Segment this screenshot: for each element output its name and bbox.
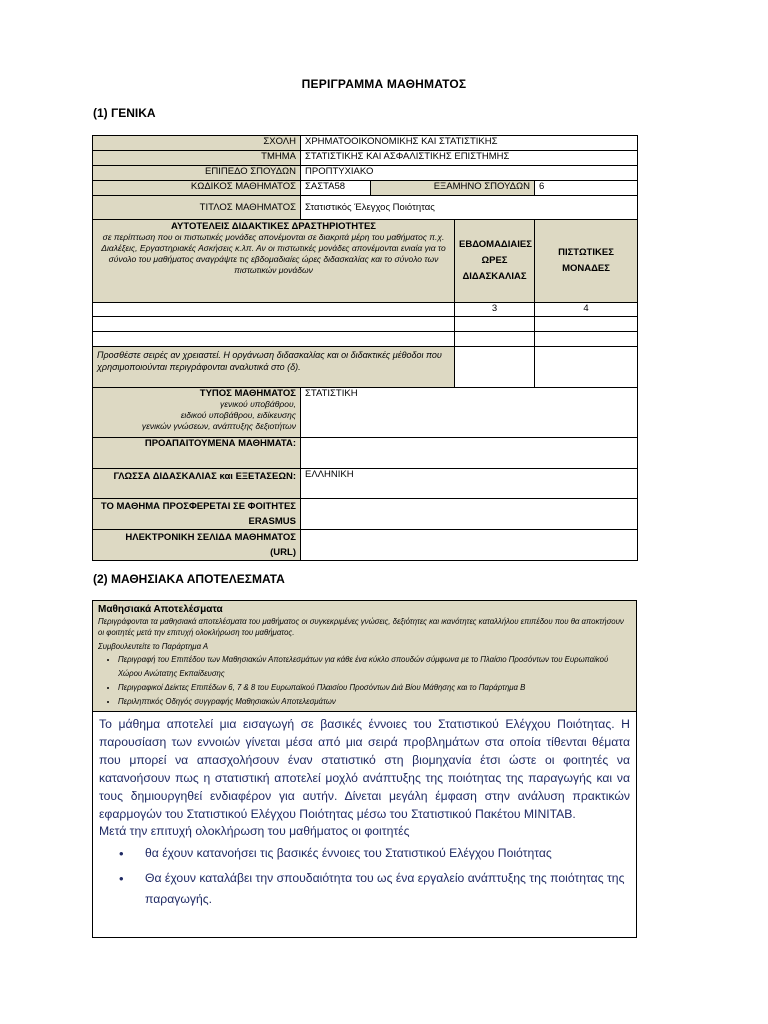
level-value: ΠΡΟΠΤΥΧΙΑΚΟ xyxy=(301,166,638,181)
learning-outcomes-consult: Συμβουλευτείτε το Παράρτημα Α xyxy=(98,642,209,651)
activity-name-cell xyxy=(93,303,455,317)
activity-row-1 xyxy=(93,303,638,317)
weekly-hours-cell xyxy=(455,347,535,388)
level-row xyxy=(93,166,638,181)
bullet-icon: • xyxy=(119,846,124,861)
section-heading-outcomes: (2) ΜΑΘΗΣΙΑΚΑ ΑΠΟΤΕΛΕΣΜΑΤΑ xyxy=(93,572,285,586)
language-value: ΕΛΛΗΝΙΚΗ xyxy=(301,469,638,499)
credits-cell xyxy=(535,347,638,388)
erasmus-value xyxy=(301,499,638,530)
course-type-sub2: ειδικού υποβάθρου, ειδίκευσης xyxy=(180,410,296,420)
credits-cell xyxy=(535,332,638,347)
course-title-row xyxy=(93,196,638,220)
outcome-text: Θα έχουν καταλάβει την σπουδαιότητα του ως ένα εργαλείο ανάπτυξης της ποιότητας της παραγωγής. xyxy=(145,871,625,906)
learning-outcomes-description: Περιγράφονται τα μαθησιακά αποτελέσματα του μαθήματος οι συγκεκριμένες γνώσεις, δεξιότητες και ικανότητες καταλλήλου επιπέδου που θα αποκτήσουν οι φοιτητές μετά την επιτυχή ολοκλήρωση του μαθήματος. xyxy=(98,617,624,637)
semester-value: 6 xyxy=(535,181,638,196)
credits-heading: ΠΙΣΤΩΤΙΚΕΣ ΜΟΝΑΔΕΣ xyxy=(535,220,638,303)
course-type-row xyxy=(93,388,638,438)
activity-row-3 xyxy=(93,332,638,347)
activity-row-2 xyxy=(93,317,638,332)
outcome-item xyxy=(119,843,630,864)
language-row xyxy=(93,469,638,499)
add-rows-note: Προσθέστε σειρές αν χρειαστεί. Η οργάνωση διδασκαλίας και οι διδακτικές μέθοδοι που χρησιμοποιούνται περιγράφονται αναλυτικά στο (δ). xyxy=(93,347,455,388)
course-code-value: ΣΑΣΤΑ58 xyxy=(301,181,371,196)
activity-name-cell xyxy=(93,317,455,332)
department-row xyxy=(93,151,638,166)
course-type-value: ΣΤΑΤΙΣΤΙΚΗ xyxy=(301,388,638,438)
school-row xyxy=(93,136,638,151)
activities-heading: ΑΥΤΟΤΕΛΕΙΣ ΔΙΔΑΚΤΙΚΕΣ ΔΡΑΣΤΗΡΙΟΤΗΤΕΣ xyxy=(171,221,376,232)
learning-outcomes-box xyxy=(92,600,637,938)
bullet-icon: • xyxy=(119,871,124,886)
guidance-list xyxy=(98,653,631,709)
school-label: ΣΧΟΛΗ xyxy=(93,136,301,151)
guidance-item: • Περιληπτικός Οδηγός συγγραφής Μαθησιακών Αποτελεσμάτων xyxy=(118,695,631,709)
guidance-item: • Περιγραφικοί Δείκτες Επιπέδων 6, 7 & 8 του Ευρωπαϊκού Πλαισίου Προσόντων Διά Βίου Μάθησης και το Παράρτημα Β xyxy=(118,681,631,695)
department-label: ΤΜΗΜΑ xyxy=(93,151,301,166)
outcome-item xyxy=(119,868,630,910)
erasmus-label: ΤΟ ΜΑΘΗΜΑ ΠΡΟΣΦΕΡΕΤΑΙ ΣΕ ΦΟΙΤΗΤΕΣ ERASMUS xyxy=(93,499,301,530)
url-row xyxy=(93,530,638,561)
semester-label: ΕΞΑΜΗΝΟ ΣΠΟΥΔΩΝ xyxy=(371,181,535,196)
url-value xyxy=(301,530,638,561)
course-type-label-cell xyxy=(93,388,301,438)
department-value: ΣΤΑΤΙΣΤΙΚΗΣ ΚΑΙ ΑΣΦΑΛΙΣΤΙΚΗΣ ΕΠΙΣΤΗΜΗΣ xyxy=(301,151,638,166)
course-title-label: ΤΙΤΛΟΣ ΜΑΘΗΜΑΤΟΣ xyxy=(93,196,301,220)
prerequisites-label: ΠΡΟΑΠΑΙΤΟΥΜΕΝΑ ΜΑΘΗΜΑΤΑ: xyxy=(93,438,301,469)
activities-note: σε περίπτωση που οι πιστωτικές μονάδες απονέμονται σε διακριτά μέρη του μαθήματος π.χ. Διαλέξεις, Εργαστηριακές Ασκήσεις κ.λπ. Αν οι πιστωτικές μονάδες απονέμονται ενιαία για το σύνολο του μαθήματος αναγράψτε τις εβδομαδιαίες ώρες διδασκαλίας και το σύνολο των πιστωτικών μονάδων xyxy=(101,232,446,275)
activities-header-row xyxy=(93,220,638,303)
learning-outcomes-title: Μαθησιακά Αποτελέσματα xyxy=(98,604,223,615)
course-code-label: ΚΩΔΙΚΟΣ ΜΑΘΗΜΑΤΟΣ xyxy=(93,181,301,196)
general-info-table xyxy=(92,135,638,561)
level-label: ΕΠΙΠΕΔΟ ΣΠΟΥΔΩΝ xyxy=(93,166,301,181)
outcomes-list xyxy=(99,843,630,910)
prerequisites-row xyxy=(93,438,638,469)
weekly-hours-cell xyxy=(455,317,535,332)
credits-cell xyxy=(535,317,638,332)
credits-value: 4 xyxy=(535,303,638,317)
course-type-sub1: γενικού υποβάθρου, xyxy=(220,399,296,409)
erasmus-row xyxy=(93,499,638,530)
activities-header-cell xyxy=(93,220,455,303)
language-label: ΓΛΩΣΣΑ ΔΙΔΑΣΚΑΛΙΑΣ και ΕΞΕΤΑΣΕΩΝ: xyxy=(93,469,301,499)
section-heading-general: (1) ΓΕΝΙΚΑ xyxy=(93,106,156,120)
outcome-text: θα έχουν κατανοήσει τις βασικές έννοιες του Στατιστικού Ελέγχου Ποιότητας xyxy=(145,846,552,860)
page-title: ΠΕΡΙΓΡΑΜΜΑ ΜΑΘΗΜΑΤΟΣ xyxy=(301,77,467,91)
code-row xyxy=(93,181,638,196)
add-rows-row xyxy=(93,347,638,388)
learning-outcomes-guidance xyxy=(93,601,636,712)
weekly-hours-value: 3 xyxy=(455,303,535,317)
course-type-label: ΤΥΠΟΣ ΜΑΘΗΜΑΤΟΣ xyxy=(199,388,296,399)
weekly-hours-cell xyxy=(455,332,535,347)
outcomes-intro: Μετά την επιτυχή ολοκλήρωση του μαθήματος οι φοιτητές xyxy=(99,824,410,838)
course-title-value: Στατιστικός Έλεγχος Ποιότητας xyxy=(301,196,638,220)
url-label: ΗΛΕΚΤΡΟΝΙΚΗ ΣΕΛΙΔΑ ΜΑΘΗΜΑΤΟΣ (URL) xyxy=(93,530,301,561)
course-type-sub3: γενικών γνώσεων, ανάπτυξης δεξιοτήτων xyxy=(141,421,296,431)
activity-name-cell xyxy=(93,332,455,347)
weekly-hours-heading: ΕΒΔΟΜΑΔΙΑΙΕΣ ΩΡΕΣ ΔΙΔΑΣΚΑΛΙΑΣ xyxy=(455,220,535,303)
prerequisites-value xyxy=(301,438,638,469)
learning-outcomes-content xyxy=(93,712,636,910)
guidance-item: • Περιγραφή του Επιπέδου των Μαθησιακών Αποτελεσμάτων για κάθε ένα κύκλο σπουδών σύμφωνα με το Πλαίσιο Προσόντων του Ευρωπαϊκού Χώρου Ανώτατης Εκπαίδευσης xyxy=(118,653,631,681)
outcomes-paragraph: Το μάθημα αποτελεί μια εισαγωγή σε βασικές έννοιες του Στατιστικού Ελέγχου Ποιότητας. Η παρουσίαση των εννοιών γίνεται μέσα από μια σειρά προβλημάτων στα οποία τίθενται θέματα που μπορεί να απασχολήσουν έναν στατιστικό στη βιομηχανία έτσι ώστε οι φοιτητές να κατανοήσουν πως η στατιστική αποτελεί μοχλό ανάπτυξης της ποιότητας της παραγωγής και να τους δημιουργηθεί ενδιαφέρον για αυτήν. Δίνεται μεγάλη έμφαση στην ανάλυση πρακτικών εφαρμογών του Στατιστικού Ελέγχου Ποιότητας μέσω του Στατιστικού Πακέτου MINITAB. xyxy=(99,717,630,821)
school-value: ΧΡΗΜΑΤΟΟΙΚΟΝΟΜΙΚΗΣ ΚΑΙ ΣΤΑΤΙΣΤΙΚΗΣ xyxy=(301,136,638,151)
